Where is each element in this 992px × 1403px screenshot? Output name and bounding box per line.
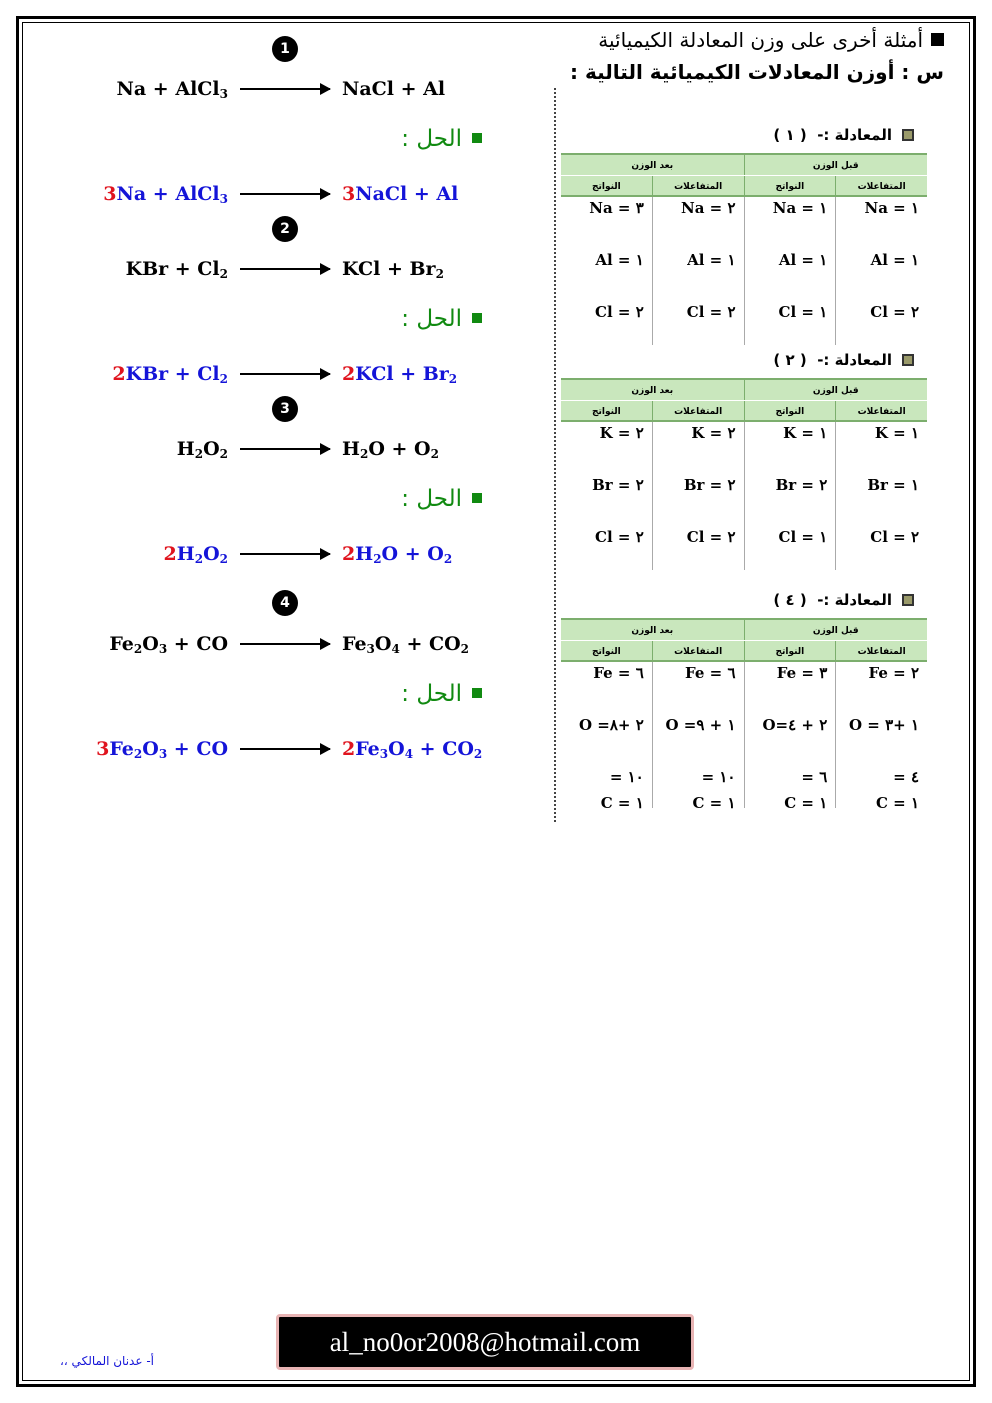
formula-part: 2 bbox=[342, 543, 356, 565]
reactants-header: المتفاعلات bbox=[857, 647, 906, 657]
formula-part: + CO bbox=[167, 633, 228, 655]
atom-count-cell: ٢ = Cl bbox=[686, 303, 736, 321]
after-weighing-header: بعد الوزن bbox=[561, 380, 745, 400]
atom-count-cell: ٦ = Fe bbox=[593, 664, 644, 682]
products-header: النواتج bbox=[561, 641, 653, 660]
reaction-arrow-icon bbox=[240, 748, 330, 750]
table-group-header bbox=[561, 378, 927, 400]
equation-2-balanced-reactants bbox=[112, 363, 228, 385]
after-weighing-header: بعد الوزن bbox=[561, 620, 745, 640]
before-weighing-header: قبل الوزن bbox=[812, 386, 859, 396]
formula-part: O + O bbox=[368, 438, 431, 460]
atom-count-cell: ٢ = Cl bbox=[686, 528, 736, 546]
formula-part: 3 bbox=[96, 738, 110, 760]
formula-part: 2 bbox=[163, 543, 177, 565]
equation-4-balanced-reactants bbox=[96, 738, 228, 760]
equation-3-balanced-reactants bbox=[164, 543, 228, 565]
atom-count-cell: ١ +٣ = O bbox=[848, 716, 919, 734]
formula-part: 3 bbox=[103, 183, 117, 205]
reactants-header: المتفاعلات bbox=[857, 182, 906, 192]
formula-part: O bbox=[142, 633, 159, 655]
equation-1-products bbox=[342, 78, 445, 100]
formula-part: O bbox=[142, 738, 159, 760]
table-column bbox=[561, 422, 653, 570]
equation-1-balanced-reactants bbox=[103, 183, 228, 205]
equation-1-balanced-products bbox=[342, 183, 458, 205]
formula-part: Na + AlCl bbox=[116, 78, 220, 100]
formula-part: 2 bbox=[133, 642, 143, 656]
equation-4-products bbox=[342, 633, 469, 655]
formula-part: 2 bbox=[435, 267, 444, 281]
atom-count-cell: ٢ = Na bbox=[680, 199, 736, 217]
formula-part: 2 bbox=[448, 372, 458, 386]
reactants-header: المتفاعلات bbox=[653, 641, 745, 660]
formula-part: 2 bbox=[219, 267, 228, 281]
table-body bbox=[561, 662, 927, 812]
formula-part: O bbox=[203, 438, 220, 460]
formula-part: + CO bbox=[167, 738, 228, 760]
atom-count-cell: ٣ = Fe bbox=[776, 664, 828, 682]
formula-part: 3 bbox=[366, 642, 375, 656]
atom-count-cell: ٢ + ٤=O bbox=[762, 716, 828, 734]
formula-part: 3 bbox=[342, 183, 356, 205]
atom-count-cell: ٢ +٨= O bbox=[578, 716, 644, 734]
formula-part: 2 bbox=[460, 642, 470, 656]
atom-count-cell: ١ = C bbox=[600, 794, 644, 812]
table-column bbox=[653, 422, 745, 570]
atom-count-cell: ١٠ = bbox=[609, 768, 644, 786]
equation-number-1: 1 bbox=[272, 36, 298, 62]
atom-count-cell: ١ = Na bbox=[864, 199, 919, 217]
table-2-title: المعادلة :- ( ٢ ) bbox=[773, 351, 914, 369]
formula-part: NaCl + Al bbox=[342, 78, 446, 100]
table-column bbox=[745, 422, 837, 570]
atom-count-cell: ٣ = Na bbox=[589, 199, 644, 217]
balance-table-2 bbox=[561, 378, 927, 570]
atom-count-cell: ٦ = Fe bbox=[685, 664, 736, 682]
formula-part: 2 bbox=[219, 447, 228, 461]
formula-part: 2 bbox=[342, 738, 356, 760]
formula-part: 2 bbox=[194, 552, 204, 566]
before-weighing-header: قبل الوزن bbox=[812, 161, 859, 171]
equation-4-balanced-products bbox=[342, 738, 482, 760]
balance-table-3 bbox=[561, 618, 927, 812]
atom-count-cell: ١ = Al bbox=[778, 251, 828, 269]
atom-count-cell: ١ = Al bbox=[870, 251, 919, 269]
formula-part: 4 bbox=[391, 642, 400, 656]
email-banner: al_no0or2008@hotmail.com bbox=[276, 1314, 694, 1370]
table-column bbox=[836, 197, 927, 345]
formula-part: 3 bbox=[158, 642, 168, 656]
formula-part: Fe bbox=[355, 738, 380, 760]
table-column bbox=[561, 662, 653, 812]
atom-count-cell: ٢ = Br bbox=[775, 476, 828, 494]
reaction-arrow-icon bbox=[240, 88, 330, 90]
atom-count-cell: ١ = K bbox=[874, 424, 919, 442]
products-header: النواتج bbox=[561, 176, 653, 195]
atom-count-cell: ٢ = Br bbox=[592, 476, 644, 494]
formula-part: KCl + Br bbox=[355, 363, 449, 385]
formula-part: 2 bbox=[342, 363, 356, 385]
formula-part: 3 bbox=[158, 747, 168, 761]
atom-count-cell: ٢ = Cl bbox=[595, 528, 644, 546]
table-group-header bbox=[561, 618, 927, 640]
balance-table-1 bbox=[561, 153, 927, 345]
reaction-arrow-icon bbox=[240, 373, 330, 375]
formula-part: 2 bbox=[430, 447, 439, 461]
solution-label: الحل : bbox=[401, 486, 482, 512]
equation-3-products bbox=[342, 438, 439, 460]
formula-part: H bbox=[176, 438, 195, 460]
equation-3-reactants bbox=[177, 438, 228, 460]
formula-part: 2 bbox=[112, 363, 126, 385]
column-divider bbox=[554, 88, 556, 822]
table-body bbox=[561, 197, 927, 345]
solution-label: الحل : bbox=[401, 681, 482, 707]
atom-count-cell: ١ + ٩= O bbox=[665, 716, 736, 734]
formula-part: 2 bbox=[219, 372, 228, 386]
atom-count-cell: ١ = C bbox=[875, 794, 919, 812]
formula-part: 2 bbox=[359, 447, 369, 461]
reactants-header: المتفاعلات bbox=[653, 401, 745, 420]
atom-count-cell: ٦ = bbox=[801, 768, 828, 786]
atom-count-cell: ١ = Br bbox=[867, 476, 919, 494]
reaction-arrow-icon bbox=[240, 193, 330, 195]
atom-count-cell: ٢ = K bbox=[691, 424, 736, 442]
square-bullet-icon bbox=[902, 354, 914, 366]
atom-count-cell: ١ = Na bbox=[772, 199, 828, 217]
formula-part: H bbox=[176, 543, 195, 565]
equation-4-reactants bbox=[109, 633, 228, 655]
reaction-arrow-icon bbox=[240, 643, 330, 645]
reactants-header: المتفاعلات bbox=[857, 407, 906, 417]
reactants-header: المتفاعلات bbox=[653, 176, 745, 195]
table-column bbox=[745, 197, 837, 345]
square-bullet-icon bbox=[472, 313, 482, 323]
formula-part: O bbox=[203, 543, 220, 565]
square-bullet-icon bbox=[902, 594, 914, 606]
atom-count-cell: ١ = K bbox=[783, 424, 828, 442]
question-text: س : أوزن المعادلات الكيميائية التالية : bbox=[570, 60, 944, 84]
products-header: النواتج bbox=[561, 401, 653, 420]
author-signature: أ- عدنان المالكي ،، bbox=[60, 1354, 154, 1368]
formula-part: Fe bbox=[109, 738, 134, 760]
formula-part: O + O bbox=[381, 543, 444, 565]
table-column bbox=[836, 422, 927, 570]
table-body bbox=[561, 422, 927, 570]
atom-count-cell: ٢ = Cl bbox=[870, 303, 919, 321]
square-bullet-icon bbox=[931, 33, 944, 46]
atom-count-cell: ١ = C bbox=[692, 794, 736, 812]
atom-count-cell: ١ = Al bbox=[687, 251, 736, 269]
formula-part: 3 bbox=[379, 747, 389, 761]
equation-2-balanced-products bbox=[342, 363, 457, 385]
formula-part: KCl + Br bbox=[342, 258, 436, 280]
formula-part: O bbox=[374, 633, 392, 655]
table-column bbox=[561, 197, 653, 345]
formula-part: Na + AlCl bbox=[116, 183, 220, 205]
formula-part: 4 bbox=[404, 747, 414, 761]
atom-count-cell: ١٠ = bbox=[701, 768, 736, 786]
products-header: النواتج bbox=[745, 401, 837, 420]
formula-part: 3 bbox=[219, 87, 228, 101]
square-bullet-icon bbox=[472, 688, 482, 698]
page-title: أمثلة أخرى على وزن المعادلة الكيميائية bbox=[598, 28, 944, 52]
formula-part: H bbox=[342, 438, 360, 460]
formula-part: 3 bbox=[219, 192, 228, 206]
formula-part: O bbox=[388, 738, 405, 760]
formula-part: Fe bbox=[342, 633, 367, 655]
table-column bbox=[836, 662, 927, 812]
table-1-title: المعادلة :- ( ١ ) bbox=[773, 126, 914, 144]
equation-1-reactants bbox=[117, 78, 229, 100]
table-column bbox=[653, 662, 745, 812]
reaction-arrow-icon bbox=[240, 268, 330, 270]
formula-part: 2 bbox=[219, 552, 228, 566]
formula-part: 2 bbox=[473, 747, 483, 761]
formula-part: 2 bbox=[373, 552, 382, 566]
atom-count-cell: ٢ = Cl bbox=[595, 303, 644, 321]
table-column-header bbox=[561, 175, 927, 197]
products-header: النواتج bbox=[745, 176, 837, 195]
formula-part: 2 bbox=[194, 447, 204, 461]
equation-2-reactants bbox=[126, 258, 228, 280]
reaction-arrow-icon bbox=[240, 448, 330, 450]
after-weighing-header: بعد الوزن bbox=[561, 155, 745, 175]
table-column-header bbox=[561, 640, 927, 662]
formula-part: NaCl + Al bbox=[355, 183, 459, 205]
formula-part: 2 bbox=[133, 747, 143, 761]
square-bullet-icon bbox=[902, 129, 914, 141]
before-weighing-header: قبل الوزن bbox=[812, 626, 859, 636]
equation-number-4: 4 bbox=[272, 590, 298, 616]
products-header: النواتج bbox=[745, 641, 837, 660]
atom-count-cell: ٢ = Cl bbox=[870, 528, 919, 546]
atom-count-cell: ٢ = Br bbox=[683, 476, 736, 494]
formula-part: Fe bbox=[109, 633, 134, 655]
table-3-title: المعادلة :- ( ٤ ) bbox=[773, 591, 914, 609]
table-column bbox=[745, 662, 837, 812]
solution-label: الحل : bbox=[401, 306, 482, 332]
atom-count-cell: ٢ = Fe bbox=[868, 664, 919, 682]
equation-number-3: 3 bbox=[272, 396, 298, 422]
formula-part: 2 bbox=[443, 552, 453, 566]
formula-part: H bbox=[355, 543, 374, 565]
atom-count-cell: ١ = Cl bbox=[778, 528, 828, 546]
formula-part: KBr + Cl bbox=[125, 258, 220, 280]
square-bullet-icon bbox=[472, 493, 482, 503]
atom-count-cell: ١ = Cl bbox=[778, 303, 828, 321]
equation-3-balanced-products bbox=[342, 543, 452, 565]
solution-label: الحل : bbox=[401, 126, 482, 152]
atom-count-cell: ١ = Al bbox=[595, 251, 644, 269]
table-group-header bbox=[561, 153, 927, 175]
formula-part: + CO bbox=[399, 633, 461, 655]
equation-2-products bbox=[342, 258, 444, 280]
table-column bbox=[653, 197, 745, 345]
square-bullet-icon bbox=[472, 133, 482, 143]
atom-count-cell: ١ = C bbox=[784, 794, 828, 812]
formula-part: + CO bbox=[413, 738, 474, 760]
equation-number-2: 2 bbox=[272, 216, 298, 242]
atom-count-cell: ٢ = K bbox=[599, 424, 644, 442]
atom-count-cell: ٤ = bbox=[893, 768, 919, 786]
table-column-header bbox=[561, 400, 927, 422]
reaction-arrow-icon bbox=[240, 553, 330, 555]
formula-part: KBr + Cl bbox=[125, 363, 220, 385]
